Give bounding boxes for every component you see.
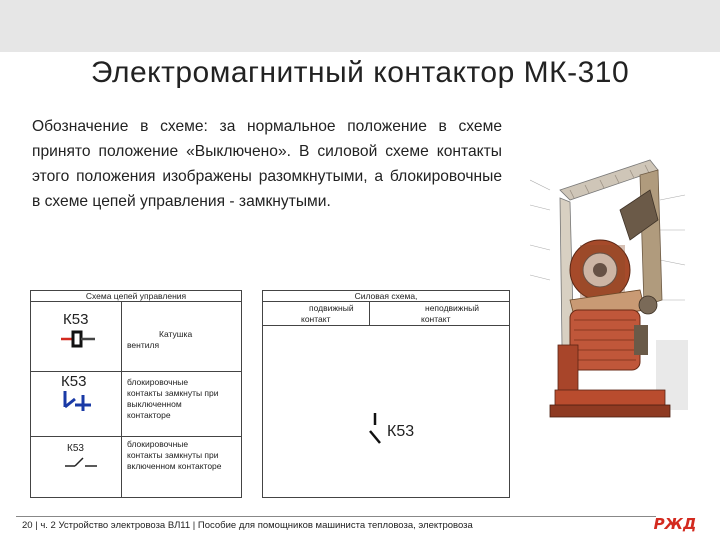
- movable-contact-label: подвижный: [309, 303, 354, 313]
- power-contact-symbol-icon: [367, 411, 387, 445]
- coil-symbol-icon: [59, 329, 99, 349]
- control-circuit-table: [30, 290, 242, 498]
- symbol-label-k53: К53: [63, 311, 89, 328]
- slide-title: Электромагнитный контактор МК-310: [90, 56, 630, 89]
- top-bar: [0, 0, 720, 52]
- description-paragraph: Обозначение в схеме: за нормальное положение в схеме принято положение «Выключено». В силовой схеме контакты этого положения изображены разомкнутыми, а блокировочные в схеме цепей управления - замкнутыми.: [32, 118, 502, 210]
- footer-text: 20 | ч. 2 Устройство электровоза ВЛ11 | Пособие для помощников машиниста тепловоза, электровоза: [22, 520, 473, 531]
- logo-text: РЖД: [654, 515, 696, 533]
- nc-contacts-description: блокировочные: [127, 377, 189, 387]
- no-contacts-description: контакты замкнуты при: [127, 450, 219, 460]
- fixed-contact-label: неподвижный: [425, 303, 480, 313]
- no-contacts-description: блокировочные: [127, 439, 189, 449]
- coil-description: Катушка: [159, 329, 193, 339]
- table-divider: [263, 325, 509, 326]
- nc-contacts-description: выключенном: [127, 399, 182, 409]
- closed-contact-symbol-icon: [61, 389, 101, 413]
- footer-divider: [16, 516, 656, 517]
- table-divider: [31, 436, 241, 437]
- no-contacts-description: включенном контакторе: [127, 461, 222, 471]
- contactor-illustration: [530, 150, 690, 440]
- table-divider: [369, 301, 370, 325]
- symbol-label-k53: К53: [67, 443, 84, 454]
- symbol-label-k53: К53: [387, 423, 415, 440]
- rzd-logo-icon: [654, 512, 696, 534]
- symbol-label-k53: К53: [61, 373, 87, 390]
- table-divider: [31, 371, 241, 372]
- power-circuit-table: [262, 290, 510, 498]
- fixed-contact-label: контакт: [421, 314, 451, 324]
- power-circuit-header: Силовая схема,: [263, 291, 509, 302]
- coil-description: вентиля: [127, 340, 160, 350]
- movable-contact-label: контакт: [301, 314, 331, 324]
- control-circuit-header: Схема цепей управления: [31, 291, 241, 302]
- table-divider: [121, 301, 122, 497]
- open-contact-symbol-icon: [63, 455, 99, 469]
- nc-contacts-description: контакторе: [127, 410, 171, 420]
- nc-contacts-description: контакты замкнуты при: [127, 388, 219, 398]
